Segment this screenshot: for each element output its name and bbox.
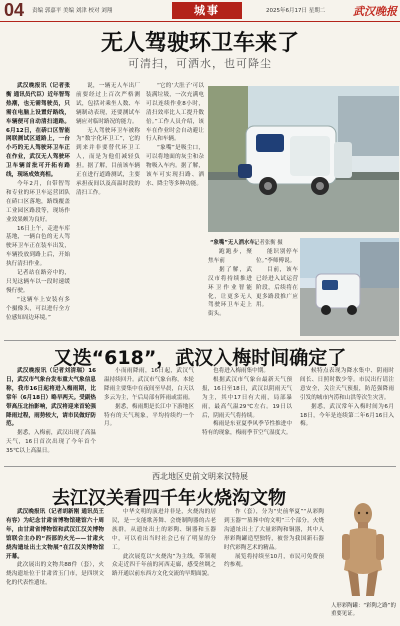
story1-paragraph: “象嘴”是吸尘口，可以将地面的灰尘和杂物吸入车内。据了解，该车可实现扫路、洒水、降尘等多种功能。 bbox=[146, 145, 204, 187]
header-rule bbox=[0, 21, 400, 22]
autonomous-sweeper-photo bbox=[208, 86, 399, 232]
story2-column-4 bbox=[300, 367, 394, 463]
pottery-figurine-illustration bbox=[336, 500, 390, 600]
story1-paragraph: 今年2月，自带智驾和专业的环卫车运营团队在硚口区落地，路线覆盖工业园区路段等，现场作业效果颇为良好。 bbox=[6, 180, 70, 223]
story1-column-3 bbox=[146, 82, 204, 338]
story3-paragraph: 展览将持续至10月，市民可免费预约参观。 bbox=[224, 553, 324, 569]
story2-paragraph: 据悉，梅雨期是长江中下游地区特有的天气现象，平均持续约一个月。 bbox=[104, 403, 194, 428]
story1-paragraph: “这辆车上安装有多个摄像头，可以进行全方位感知周边环境。” bbox=[6, 296, 70, 321]
story2-paragraph: 小而雨降雨，16日起，武汉气温持续回升。武汉市气象台称，本轮降雨主要集中在夜间至早晨，白天以多云为主，午后局部有阵雨或雷雨。 bbox=[104, 368, 194, 401]
masthead-logo: 武汉晚报 bbox=[353, 5, 397, 18]
story1-headline[interactable]: 无人驾驶环卫车来了 bbox=[100, 31, 299, 56]
story1-column-1 bbox=[6, 82, 70, 338]
story1-paragraph: 记者站在路旁中的，只见这辆车以一段时速缓慢行驶。 bbox=[6, 270, 70, 294]
story3-paragraph: 作（套），分为“史前华夏”“从彩陶到玉器”“墓葬中的文明”三个部分。火烧沟遗址出土了大量彩陶和铜器，其中人形彩陶罐造型独特，被誉为我国新石器时代彩陶艺术的精品。 bbox=[224, 509, 324, 551]
story3-kicker: 西北地区史前文明来汉特展 bbox=[152, 472, 248, 481]
story1-paragraph: 16日上午，走进车库基地，一辆白色的无人驾驶环卫车正在装车出发，车辆投放到路上后，开始执行清扫作业。 bbox=[6, 225, 70, 268]
story1-column-5 bbox=[256, 248, 298, 336]
story3-column-3 bbox=[224, 508, 324, 622]
story2-column-1 bbox=[6, 367, 96, 463]
story1-paragraph: 能识别停车位。”李师傅说。 bbox=[256, 249, 298, 264]
artifact-caption: 人形彩陶罐：“彩陶之路”的重要见证。 bbox=[331, 603, 396, 617]
story3-paragraph: 此次展出的文物共88件（套），火烧沟遗址位于甘肃省玉门市，是四坝文化的代表性遗址。 bbox=[6, 562, 104, 587]
story2-paragraph: 候特点表现为降水集中、阴雨时间长、日照时数少等。市民出行请注意安全，关注天气预报，防范强降雨引发的城市内涝和山洪等次生灾害。 bbox=[300, 368, 394, 401]
story3-paragraph: 此次展览以“火烧沟”为主线，带领观众走近四千年前的河西走廊，感受丝绸之路开通以前东西方文化交流的早期面貌。 bbox=[112, 553, 216, 578]
story2-column-2 bbox=[104, 367, 194, 463]
story3-paragraph: 中华文明的演进并非是，火烧沟的居民，是一支能歌善舞、会烧制陶器的古老族群。从遗址出土的彩陶、铜器和玉器中，可以看出当时社会已有了明显的分工。 bbox=[112, 509, 216, 551]
story1-paragraph: 目前，该车已经进入试运营阶段，后续将在更多路段推广应用。 bbox=[256, 266, 298, 309]
page-number: 04 bbox=[4, 0, 25, 20]
story3-column-1 bbox=[6, 508, 104, 622]
page-header bbox=[0, 0, 400, 22]
story1-subheadline: 可清扫，可洒水，也可降尘 bbox=[128, 57, 272, 70]
sweeper-illustration bbox=[208, 86, 399, 232]
story1-paragraph: 无人驾驶环卫车被称为“数字化环卫工”，它的到来并非要替代环卫工人，而是为他们减轻负担。据了解，目前该车辆正在进行道路测试，主要承担夜间以及高温时段的清扫工作。 bbox=[76, 127, 140, 196]
story2-headline[interactable]: 又迭“618”，武汉入梅时间确定了 bbox=[53, 347, 347, 369]
story1-column-4 bbox=[208, 248, 252, 336]
story2-paragraph: 根据武汉市气象台最新天气预报，16日至18日，武汉以阴雨天气为主，其中17日有大雨，局部暴雨，最高气温29℃左右。19日以后，阴雨天气将持续。 bbox=[202, 376, 292, 419]
story2-paragraph: 武汉晚报讯（记者刘清瑞）16日，武汉市气象台发布重大气象信息称，我市16日起将进入梅雨期，比常年（6月18日）略早两天。受副热带高压北抬影响，武汉将迎来首轮强降雨过程，雨势较大，请市民做好防范。 bbox=[6, 368, 96, 428]
story2-column-3 bbox=[202, 367, 292, 463]
story2-paragraph: 据悉，武汉常年入梅时间为6月18日，今年是连续第二年6月16日入梅。 bbox=[300, 403, 394, 428]
story3-column-2 bbox=[112, 508, 216, 622]
section-banner: 城事 bbox=[172, 2, 242, 19]
photo-credit: 记者张衡 摄 bbox=[254, 240, 283, 246]
story2-paragraph: 梅雨是东亚夏季风季节性推进中特有的现象，梅雨季节空气湿度大。 bbox=[202, 421, 292, 437]
photo-caption: “象嘴”无人洒水车。 bbox=[210, 240, 261, 246]
story2-paragraph: 也将进入梅雨集中期。 bbox=[213, 368, 269, 374]
story1-paragraph: 说，一辆无人车出厂前要经过上百次严格测试，包括对乘坐人数、车辆制动表现，还要测试车辆应对临时路况的能力。 bbox=[76, 83, 140, 125]
story1-column-2 bbox=[76, 82, 140, 338]
painted-pottery-figurine-photo bbox=[336, 500, 390, 600]
story1-paragraph: “它的‘大肚子’可以装满垃圾，一次充满电可以连续作业8小时，清扫效率比人工提升数倍。”工作人员介绍，该车在作业时会自动避让行人和车辆。 bbox=[146, 83, 204, 143]
story3-headline[interactable]: 去江汉关看四千年火烧沟文物 bbox=[52, 488, 286, 509]
section-divider bbox=[4, 340, 396, 341]
story1-paragraph: 武汉晚报讯（记者张衡 通讯员代臣）近年智驾热潮，也无需驾驶员，只需在电脑上设置好路线，车辆便可自动清扫道路。6月12日，在硚口区智能网联测试区道路上，一台小巧的无人驾驶环卫车正在作业，武汉无人驾驶环卫车辆首批可开拓有路线，现场成效亮相。 bbox=[6, 83, 70, 179]
sweeper-street-photo bbox=[300, 238, 399, 336]
story2-paragraph: 据悉，入梅前，武汉出现了高温天气，16日首次出现了今年首个35℃以上高温日。 bbox=[6, 430, 96, 455]
editor-credits: 责编 郭嘉平 美编 刘津 校对 刘翔 bbox=[32, 8, 113, 14]
street-illustration bbox=[300, 238, 399, 336]
story1-paragraph: 跑跑步，聚焦车前 bbox=[208, 249, 252, 264]
section-divider bbox=[4, 466, 396, 467]
story1-paragraph: 据了解，武汉市将持续推进环卫作业智能化，让更多无人驾驶环卫车走上街头。 bbox=[208, 266, 252, 318]
story3-paragraph: 武汉晚报讯（记者胡新刚 通讯员王有容）为纪念甘肃省博物馆建馆六十周年，由甘肃省博物馆和武汉江汉关博物馆联合主办的“西部的火光——甘肃火烧沟遗址出土文物展”在江汉关博物馆开幕。 bbox=[6, 509, 104, 560]
issue-date: 2025年6月17日 星期二 bbox=[266, 8, 326, 14]
